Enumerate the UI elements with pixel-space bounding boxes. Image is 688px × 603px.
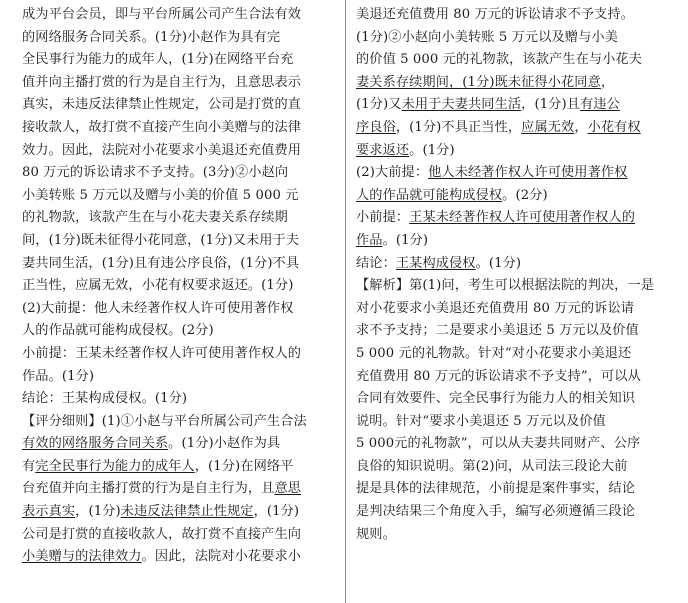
left-line (22, 162, 340, 185)
right-line (356, 501, 668, 524)
text-segment: 求不予支持；二是要求小美退还 5 万元以及价值 (356, 323, 639, 339)
text-segment: 人的作品就可能构成侵权。(2分) (22, 323, 214, 339)
right-line (356, 230, 668, 253)
underlined-text: 要求返还 (356, 142, 410, 158)
left-line (22, 366, 340, 389)
text-segment: 值并向主播打赏的行为是自主行为，且意思表示 (22, 74, 302, 90)
text-segment: 妻共同生活，(1分)且有违公序良俗，(1分)不具 (22, 255, 300, 271)
text-segment: 小前提：王某未经著作权人许可使用著作权人的 (22, 345, 302, 361)
right-line (356, 4, 668, 27)
right-line (356, 275, 668, 298)
right-line (356, 343, 668, 366)
underlined-text: 意思 (274, 481, 302, 497)
underlined-text: 有违公 (580, 97, 620, 113)
right-line (356, 207, 668, 230)
text-segment: 。(1分) (475, 255, 522, 271)
left-line (22, 456, 340, 479)
text-segment: 的价值 5 000 元的礼物款，该款产生在与小花夫 (356, 52, 643, 68)
text-segment: 小美转账 5 万元以及赠与小美的价值 5 000 元 (22, 187, 299, 203)
right-line (356, 456, 668, 479)
right-line (356, 140, 668, 163)
text-segment: 5 000 元的礼物款。针对“对小花要求小美退还 (356, 345, 632, 361)
underlined-text: 有效的网络服务合同关系 (22, 436, 169, 452)
text-segment: ，(1分)不具正当性， (395, 119, 522, 135)
left-line (22, 72, 340, 95)
left-line (22, 320, 340, 343)
left-line (22, 49, 340, 72)
left-column (22, 4, 340, 569)
text-segment: 的网络服务合同关系。(1分)小赵作为具有完 (22, 29, 281, 45)
left-line (22, 253, 340, 276)
text-segment: 的礼物款，该款产生在与小花夫妻关系存续期 (22, 210, 288, 226)
text-segment: 。因此，法院对小花要求小 (141, 549, 302, 565)
text-segment: (1分)②小赵向小美转账 5 万元以及赠与小美 (356, 29, 618, 45)
underlined-text: 作品 (356, 232, 383, 248)
text-segment: ， (574, 119, 588, 135)
text-segment: 作品。(1分) (22, 368, 95, 384)
text-segment: 。(1分)小赵作为具 (168, 436, 281, 452)
text-segment: 。(1分) (382, 232, 429, 248)
left-line (22, 546, 340, 569)
text-segment: 间，(1分)既未征得小花同意，(1分)又未用于夫 (22, 232, 300, 248)
left-line (22, 117, 340, 140)
right-line (356, 27, 668, 50)
left-line (22, 524, 340, 547)
text-segment: ，(1分) (75, 504, 121, 520)
text-segment: ，(1分)且 (521, 97, 580, 113)
text-segment: 合同有效要件、完全民事行为能力人的相关知识 (356, 391, 636, 407)
text-segment: 5 000元的礼物款”，可以从夫妻共同财产、公序 (356, 436, 641, 452)
right-line (356, 478, 668, 501)
right-line (356, 162, 668, 185)
text-segment: ， (600, 74, 615, 90)
right-line (356, 388, 668, 411)
left-line (22, 478, 340, 501)
text-segment: 说明。针对“要求小美退还 5 万元以及价值 (356, 413, 606, 429)
left-line (22, 343, 340, 366)
left-line (22, 298, 340, 321)
left-line (22, 140, 340, 163)
text-segment: 真实，未违反法律禁止性规定，公司是打赏的直 (22, 97, 302, 113)
text-segment: 接收款人，故打赏不直接产生向小美赠与的法律 (22, 119, 302, 135)
text-segment: 美退还充值费用 80 万元的诉讼请求不予支持。 (356, 7, 635, 22)
right-line (356, 185, 668, 208)
underlined-text: 应属无效 (521, 119, 575, 135)
text-segment: 全民事行为能力的成年人，(1分)在网络平台充 (22, 52, 294, 68)
left-line (22, 207, 340, 230)
text-segment: ，(1分)在网络平 (194, 458, 294, 474)
text-segment: 。(2分) (502, 187, 548, 203)
text-segment: 有 (22, 458, 36, 474)
text-segment: 提是具体的法律规范，小前提是案件事实，结论 (356, 481, 636, 497)
text-segment: 规则。 (356, 526, 396, 542)
text-segment: 成为平台会员，即与平台所属公司产生合法有效 (22, 7, 302, 22)
left-line (22, 501, 340, 524)
right-line (356, 49, 668, 72)
text-segment: 80 万元的诉讼请求不予支持。(3分)②小赵向 (22, 165, 289, 181)
text-segment: 【解析】第(1)问，考生可以根据法院的判决，一是 (356, 278, 655, 294)
text-segment: 结论：王某构成侵权。(1分) (22, 391, 188, 407)
underlined-text: 王某构成侵权 (395, 255, 476, 271)
underlined-text: 人的作品就可能构成侵权 (356, 187, 503, 203)
text-segment: 。(1分) (409, 142, 455, 158)
text-segment: 结论： (356, 255, 396, 271)
text-segment: 正当性，应属无效，小花有权要求返还。(1分) (22, 278, 294, 294)
column-divider (345, 0, 346, 603)
text-segment: (2)大前提：他人未经著作权人许可使用著作权 (22, 300, 294, 316)
left-line (22, 411, 340, 434)
text-segment: ，(1分) (253, 504, 300, 520)
text-segment: 公司是打赏的直接收款人，故打赏不直接产生向 (22, 526, 302, 542)
text-segment: 台充值并向主播打赏的行为是自主行为，且 (22, 481, 275, 497)
underlined-text: 表示真实 (22, 504, 76, 520)
underlined-text: 妻关系存续期间 (356, 74, 450, 90)
underlined-text: 小美赠与的法律效力 (22, 549, 142, 565)
underlined-text: 小花有权 (587, 119, 641, 135)
text-segment: 充值费用 80 万元的诉讼请求不予支持”，可以从 (356, 368, 641, 384)
text-segment: (1分)又 (356, 97, 402, 113)
underlined-text: 未用于夫妻共同生活 (401, 97, 522, 113)
right-line (356, 524, 668, 547)
underlined-text: 未违反法律禁止性规定 (120, 504, 254, 520)
right-line (356, 366, 668, 389)
left-line (22, 27, 340, 50)
right-line (356, 411, 668, 434)
right-line (356, 320, 668, 343)
underlined-text: 王某未经著作权人许可使用著作权人的 (409, 210, 636, 226)
right-line (356, 298, 668, 321)
right-line (356, 253, 668, 276)
right-line (356, 433, 668, 456)
left-line (22, 275, 340, 298)
text-segment: 小前提： (356, 210, 410, 226)
underlined-text: 完全民事行为能力的成年人 (35, 458, 195, 474)
right-line (356, 117, 668, 140)
right-line (356, 72, 668, 95)
text-segment: 是判决结果三个角度入手，编写必须遵循三段论 (356, 504, 636, 520)
text-segment: 对小花要求小美退还充值费用 80 万元的诉讼请 (356, 300, 635, 316)
left-line (22, 388, 340, 411)
text-segment: (2)大前提： (356, 165, 429, 181)
left-line (22, 433, 340, 456)
right-line (356, 94, 668, 117)
text-segment: 效力。因此，法院对小花要求小美退还充值费用 (22, 142, 302, 158)
left-line (22, 94, 340, 117)
text-segment: 【评分细则】(1)①小赵与平台所属公司产生合法 (22, 413, 307, 429)
text-segment: 良俗的知识说明。第(2)问，从司法三段论大前 (356, 458, 628, 474)
left-line (22, 230, 340, 253)
underlined-text: 序良俗 (356, 119, 396, 135)
underlined-text: ，(1分)既未征得小花同意 (449, 74, 601, 90)
right-column (356, 4, 668, 546)
underlined-text: 他人未经著作权人许可使用著作权 (428, 165, 628, 181)
left-line (22, 4, 340, 27)
left-line (22, 185, 340, 208)
